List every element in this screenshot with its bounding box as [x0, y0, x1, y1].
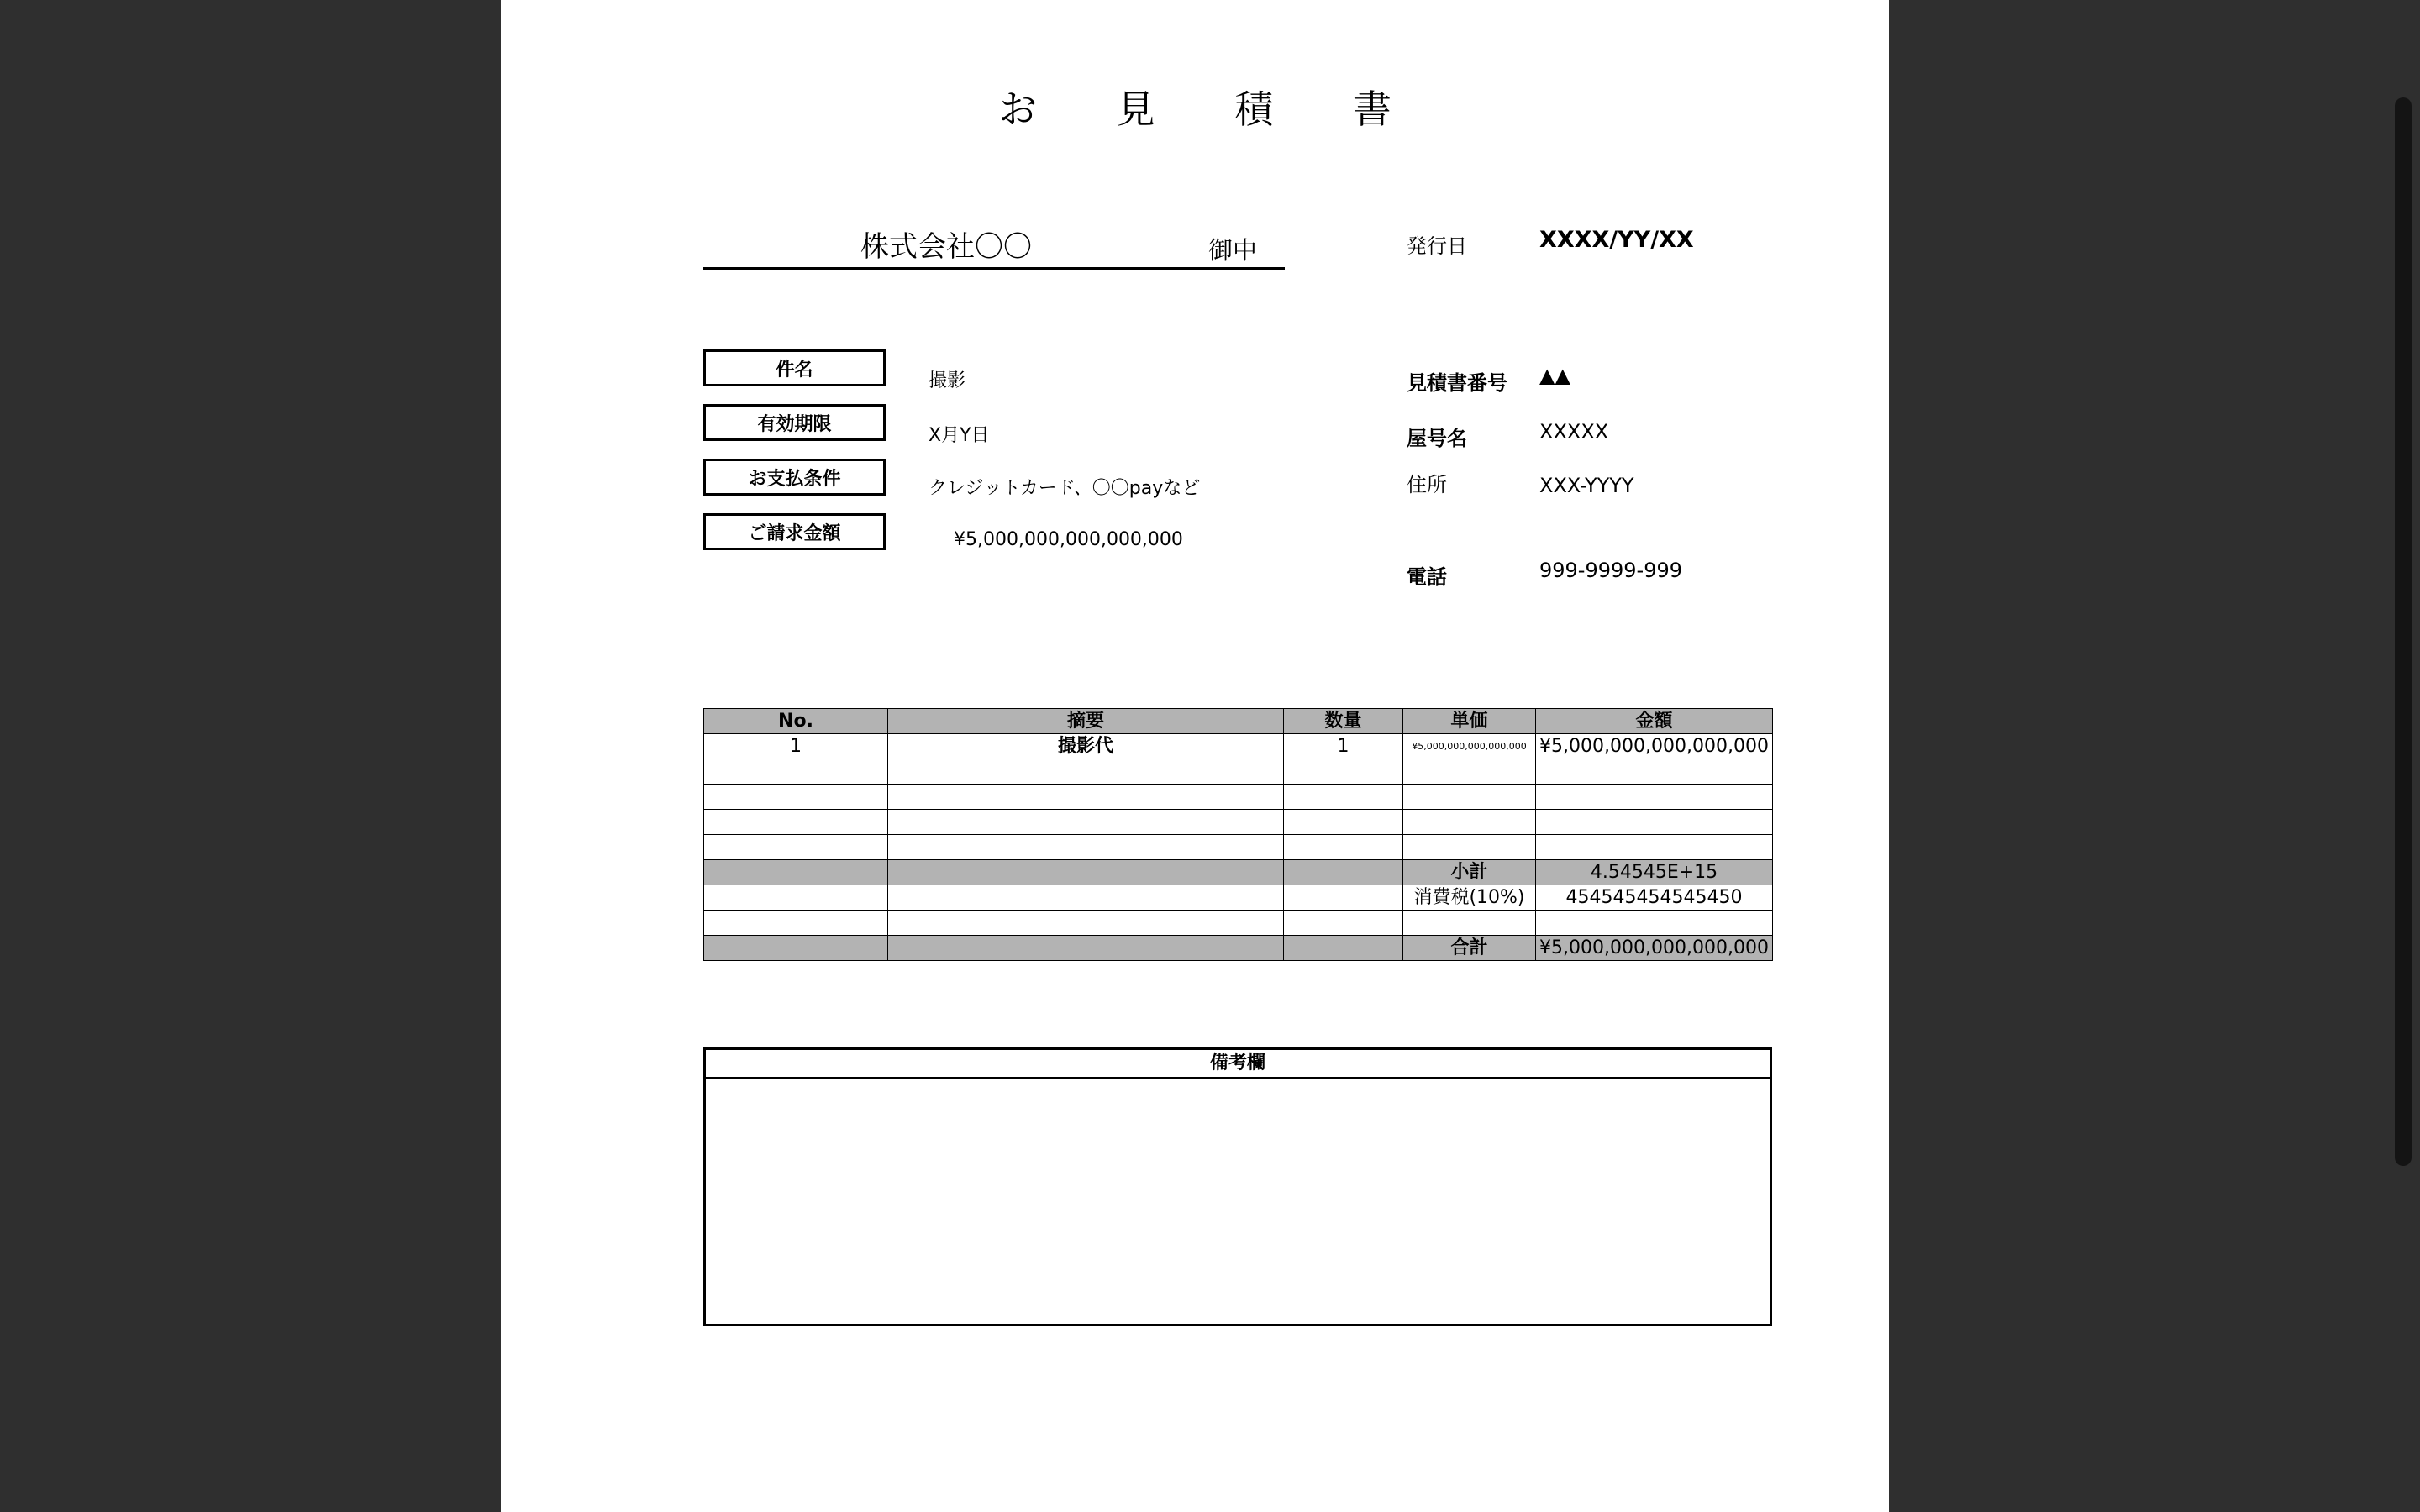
billing-amount-label: ご請求金額 [703, 513, 886, 550]
cell-no [704, 759, 888, 785]
billing-amount-value: ¥5,000,000,000,000,000 [954, 529, 1183, 550]
cell-amount [1536, 835, 1773, 860]
header-amount: 金額 [1536, 709, 1773, 734]
cell-description [888, 785, 1284, 810]
validity-value: X月Y日 [929, 425, 990, 446]
vertical-scrollbar-thumb[interactable] [2395, 97, 2412, 1166]
cell-quantity: 1 [1284, 734, 1403, 759]
subtotal-value: 4.54545E+15 [1536, 860, 1773, 885]
header-no: No. [704, 709, 888, 734]
payment-terms-value: クレジットカード、〇〇payなど [929, 478, 1201, 499]
cell-description [888, 759, 1284, 785]
cell-quantity [1284, 810, 1403, 835]
table-row [704, 810, 1773, 835]
tax-row [704, 885, 1773, 911]
cell-description: 撮影代 [888, 734, 1284, 759]
shop-name-value: XXXXX [1539, 420, 1609, 444]
shop-name-label: 屋号名 [1407, 427, 1467, 450]
subtotal-label: 小計 [1403, 860, 1536, 885]
cell-unit-price [1403, 785, 1536, 810]
table-row [704, 759, 1773, 785]
cell-amount: ¥5,000,000,000,000,000 [1536, 734, 1773, 759]
table-header-row [704, 709, 1773, 734]
tax-value: 454545454545450 [1536, 885, 1773, 911]
remarks-box [703, 1047, 1772, 1326]
header-quantity: 数量 [1284, 709, 1403, 734]
subject-label: 件名 [703, 349, 886, 386]
address-label: 住所 [1407, 473, 1447, 496]
cell-amount [1536, 785, 1773, 810]
cell-unit-price [1403, 835, 1536, 860]
phone-label: 電話 [1407, 565, 1447, 589]
cell-unit-price: ¥5,000,000,000,000,000 [1403, 734, 1536, 759]
cell-no [704, 785, 888, 810]
cell-quantity [1284, 835, 1403, 860]
total-label: 合計 [1403, 936, 1536, 961]
estimate-number-label: 見積書番号 [1407, 371, 1507, 395]
cell-quantity [1284, 785, 1403, 810]
cell-unit-price [1403, 810, 1536, 835]
cell-no [704, 810, 888, 835]
cell-no: 1 [704, 734, 888, 759]
items-table [703, 708, 1773, 961]
remarks-label: 備考欄 [706, 1050, 1770, 1079]
total-row [704, 936, 1773, 961]
tax-label: 消費税(10%) [1403, 885, 1536, 911]
subtotal-row [704, 860, 1773, 885]
client-honorific: 御中 [1208, 236, 1258, 265]
table-row [704, 785, 1773, 810]
phone-value: 999-9999-999 [1539, 559, 1683, 582]
spacer-row [704, 911, 1773, 936]
address-value: XXX-YYYY [1539, 474, 1634, 497]
header-description: 摘要 [888, 709, 1284, 734]
estimate-number-value: ▲▲ [1539, 364, 1570, 387]
client-name: 株式会社〇〇 [860, 230, 1032, 264]
header-unit-price: 単価 [1403, 709, 1536, 734]
payment-terms-label: お支払条件 [703, 459, 886, 496]
total-value: ¥5,000,000,000,000,000 [1536, 936, 1773, 961]
cell-unit-price [1403, 759, 1536, 785]
cell-description [888, 835, 1284, 860]
remarks-body [706, 1079, 1770, 1326]
cell-description [888, 810, 1284, 835]
table-row [704, 835, 1773, 860]
validity-label: 有効期限 [703, 404, 886, 441]
client-underline [703, 267, 1285, 270]
subject-value: 撮影 [929, 370, 966, 391]
cell-quantity [1284, 759, 1403, 785]
cell-amount [1536, 810, 1773, 835]
cell-no [704, 835, 888, 860]
cell-amount [1536, 759, 1773, 785]
estimate-page [501, 0, 1889, 1512]
issue-date-label: 発行日 [1407, 234, 1467, 258]
issue-date-value: XXXX/YY/XX [1539, 227, 1694, 253]
table-row [704, 734, 1773, 759]
document-title: お 見 積 書 [998, 87, 1425, 132]
